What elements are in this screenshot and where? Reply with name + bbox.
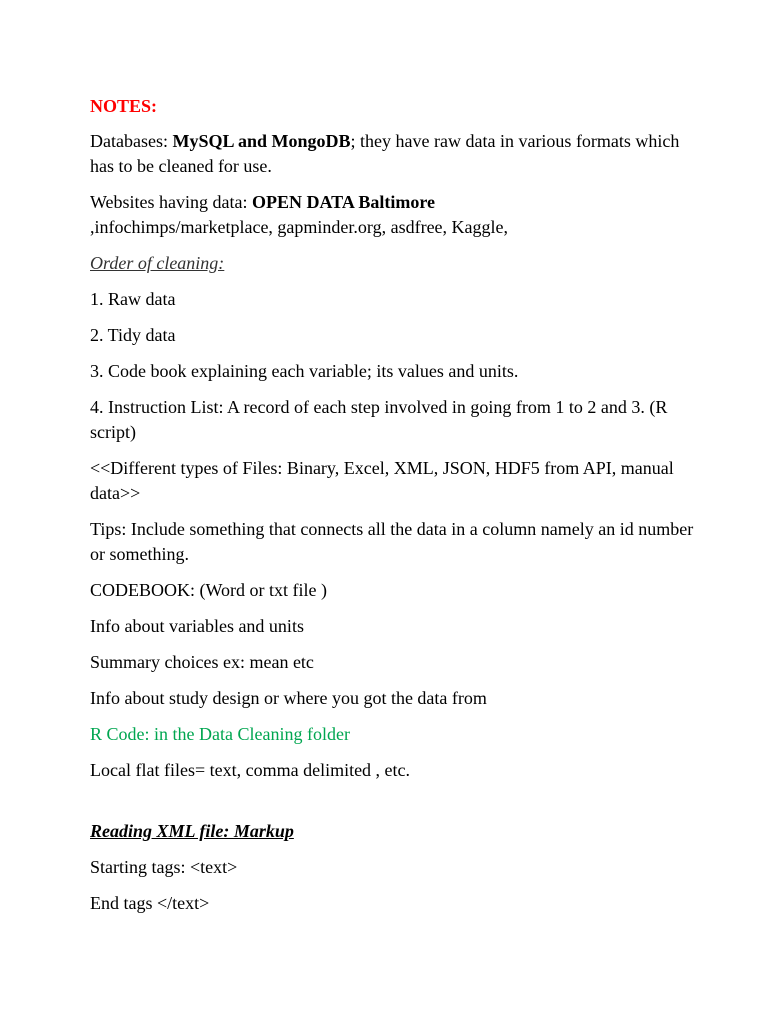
tips-paragraph: Tips: Include something that connects all the data in a column namely an id number or something. [90,519,694,564]
xml-heading: Reading XML file: Markup [90,821,294,841]
local-files-line: Local flat files= text, comma delimited , etc. [90,760,411,780]
databases-prefix: Databases: [90,131,173,151]
notes-heading: NOTES: [90,96,158,116]
step-item: 3. Code book explaining each variable; its values and units. [90,361,519,381]
order-of-cleaning-heading: Order of cleaning: [90,253,225,273]
starting-tags-line: Starting tags: <text> [90,857,238,877]
databases-suffix: ; they have raw data in various formats which has to be cleaned for use. [90,131,680,176]
websites-suffix: ,infochimps/marketplace, gapminder.org, asdfree, Kaggle, [90,217,509,237]
databases-paragraph [90,129,700,179]
summary-choices-line: Summary choices ex: mean etc [90,652,314,672]
codebook-line: CODEBOOK: (Word or txt file ) [90,580,328,600]
document-body [90,94,700,927]
websites-highlight: OPEN DATA Baltimore [252,192,436,212]
step-item: 4. Instruction List: A record of each step involved in going from 1 to 2 and 3. (R script) [90,397,668,442]
info-study-line: Info about study design or where you got the data from [90,688,487,708]
step-item: 2. Tidy data [90,325,176,345]
databases-names: MySQL and MongoDB [172,131,351,151]
websites-prefix: Websites having data: [90,192,253,212]
websites-paragraph [90,190,700,240]
info-variables-line: Info about variables and units [90,616,304,636]
r-code-line: R Code: in the Data Cleaning folder [90,724,350,744]
end-tags-line: End tags </text> [90,893,210,913]
file-types-paragraph: <<Different types of Files: Binary, Excel, XML, JSON, HDF5 from API, manual data>> [90,458,674,503]
step-item: 1. Raw data [90,289,176,309]
